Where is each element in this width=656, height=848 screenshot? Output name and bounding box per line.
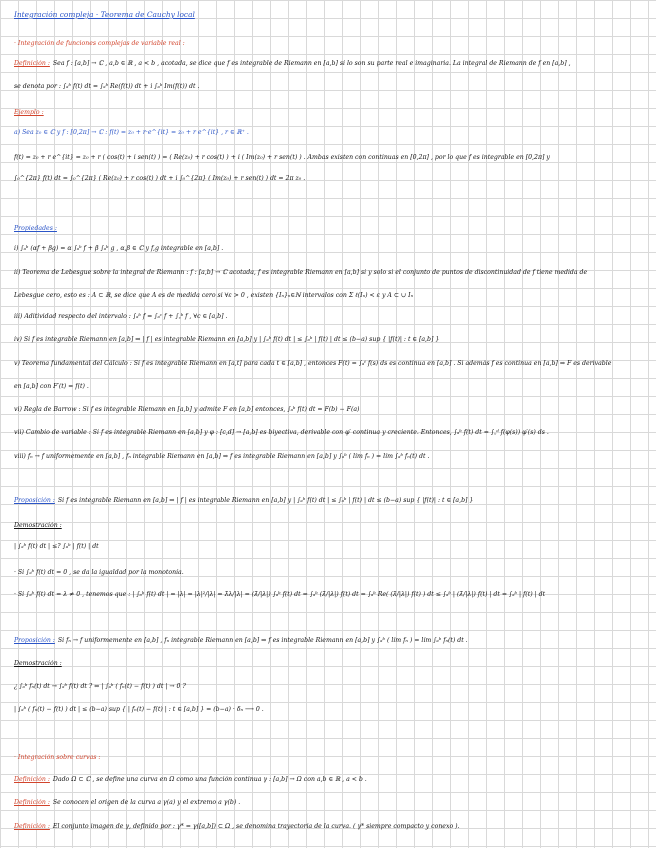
example-line-3: ∫₀^{2π} f(t) dt = ∫₀^{2π} ( Re(z₀) + r cos(t) ) dt + i ∫₀^{2π} ( Im(z₀) + r sen(t) ) dt = 2π z₀ . — [14, 175, 306, 182]
subtitle: · Integración de funciones complejas de variable real : — [14, 40, 185, 47]
definition-1: Definición : Sea f : [a,b] → ℂ , a,b ∈ ℝ , a < b , acotada, se dice que f es integrable de Riemann en [a,b] si lo son su parte real e imaginaria. La integral de Riemann de f en [a,b] , — [14, 60, 571, 67]
property-3: iii) Aditividad respecto del intervalo : ∫ₐᵇ f = ∫ₐᶜ f + ∫꜀ᵇ f , ∀c ∈ [a,b] . — [14, 313, 228, 320]
proof-1-line-3: · Si ∫ₐᵇ f(t) dt = λ ≠ 0 , tenemos que : | ∫ₐᵇ f(t) dt | = |λ| = |λ|²/|λ| = λ̄λ/|λ| = (λ̄/|λ|) ∫ₐᵇ f(t) dt = ∫ₐᵇ (λ̄/|λ|) f(t) dt = ∫ₐᵇ Re( (λ̄/|λ|) f(t) ) dt ≤ ∫ₐᵇ | (λ̄/|λ|) f(t) | dt = ∫ₐᵇ | f(t) | dt — [14, 591, 546, 598]
property-2-cont: Lebesgue cero, esto es : A ⊂ ℝ, se dice que A es de medida cero si ∀ε > 0 , existen {Iₙ}ₙ∈ℕ intervalos con Σ ℓ(Iₙ) < ε y A ⊂ ∪ Iₙ — [14, 292, 414, 299]
property-4: iv) Si f es integrable Riemann en [a,b] ⇒ | f | es integrable Riemann en [a,b] y | ∫ₐᵇ f(t) dt | ≤ ∫ₐᵇ | f(t) | dt ≤ (b−a) sup { |f(t)| : t ∈ [a,b] } — [14, 336, 440, 343]
property-2: ii) Teorema de Lebesgue sobre la integral de Riemann : f : [a,b] → ℂ acotada, f es integrable Riemann en [a,b] si y solo si el conjunto de puntos de discontinuidad de f tiene medida de — [14, 269, 588, 276]
proof-2-heading: Demostración : — [14, 660, 62, 667]
proposition-label: Proposición : — [14, 497, 55, 504]
proof-2-line-2: | ∫ₐᵇ ( fₙ(t) − f(t) ) dt | ≤ (b−a) sup { | fₙ(t) − f(t) | : t ∈ [a,b] } = (b−a) · δₙ ⟶ 0 . — [14, 706, 264, 713]
example-a: a) Sea z₀ ∈ ℂ y f : [0,2π] → ℂ : f(t) = z₀ + r·e^{it} = z₀ + r e^{it} , r ∈ ℝ⁺ . — [14, 129, 249, 136]
properties-heading: Propiedades : — [14, 225, 57, 232]
definition-label: Definición : — [14, 60, 50, 67]
proposition-2: Proposición : Si fₙ → f uniformemente en [a,b] , fₙ integrable Riemann en [a,b] ⇒ f es integrable Riemann en [a,b] y ∫ₐᵇ ( lím fₙ ) = lím ∫ₐᵇ fₙ(t) dt . — [14, 637, 468, 644]
title: Integración compleja · Teorema de Cauchy local — [14, 11, 195, 19]
property-6: vi) Regla de Barrow : Si f es integrable Riemann en [a,b] y admite F en [a,b] entonces, ∫ₐᵇ f(t) dt = F(b) − F(a) — [14, 406, 360, 413]
definition-4: Definición : El conjunto imagen de γ, definido por : γ* = γ([a,b]) ⊂ Ω , se denomina trayectoria de la curva. ( γ* siempre compacto y conexo ). — [14, 823, 460, 830]
proof-1-line-2: · Si ∫ₐᵇ f(t) dt = 0 , se da la igualdad por la monotonía. — [14, 569, 184, 576]
definition-3: Definición : Se conocen el origen de la curva a γ(a) y el extremo a γ(b) . — [14, 799, 241, 806]
definition-label: Definición : — [14, 823, 50, 830]
property-1: i) ∫ₐᵇ (αf + βg) = α ∫ₐᵇ f + β ∫ₐᵇ g , α,β ∈ ℂ y f,g integrable en [a,b] . — [14, 245, 224, 252]
property-5: v) Teorema fundamental del Cálculo : Si f es integrable Riemann en [a,t] para cada t ∈ [a,b] , entonces F(t) = ∫ₐᵗ f(s) ds es continua en [a,b] . Si además f es continua en [a,b] ⇒ F es derivable — [14, 360, 612, 367]
definition-1-cont: se denota por : ∫ₐᵇ f(t) dt = ∫ₐᵇ Re(f(t)) dt + i ∫ₐᵇ Im(f(t)) dt . — [14, 83, 200, 90]
example-line-2: f(t) = z₀ + r e^{it} = z₀ + r ( cos(t) + i sen(t) ) = ( Re(z₀) + r cos(t) ) + i ( Im(z₀) + r sen(t) ) . Ambas existen con continuas en [0,2π] , por lo que f es integrable en [0,2π] y — [14, 154, 550, 161]
proposition-1: Proposición : Si f es integrable Riemann en [a,b] ⇒ | f | es integrable Riemann en [a,b] y | ∫ₐᵇ f(t) dt | ≤ ∫ₐᵇ | f(t) | dt ≤ (b−a) sup { |f(t)| : t ∈ [a,b] } — [14, 497, 474, 504]
property-7: vii) Cambio de variable : Si f es integrable Riemann en [a,b] y φ : [c,d] → [a,b] es biyectiva, derivable con φ′ continua y creciente. Entonces, ∫ₐᵇ f(t) dt = ∫꜀ᵈ f(φ(s)) φ′(s) ds . — [14, 429, 549, 436]
definition-label: Definición : — [14, 799, 50, 806]
proof-2-line-1: ¿ ∫ₐᵇ fₙ(t) dt → ∫ₐᵇ f(t) dt ? ⇔ | ∫ₐᵇ ( fₙ(t) − f(t) ) dt | → 0 ? — [14, 683, 186, 690]
definition-label: Definición : — [14, 776, 50, 783]
example-heading: Ejemplo : — [14, 109, 44, 116]
property-5-cont: en [a,b] con F′(t) = f(t) . — [14, 383, 89, 390]
curves-heading: · Integración sobre curvas : — [14, 754, 101, 761]
proof-1-line-1: | ∫ₐᵇ f(t) dt | ≤? ∫ₐᵇ | f(t) | dt — [14, 543, 99, 550]
definition-2: Definición : Dado Ω ⊂ ℂ , se define una curva en Ω como una función continua γ : [a,b] → Ω con a,b ∈ ℝ , a < b . — [14, 776, 367, 783]
proposition-label: Proposición : — [14, 637, 55, 644]
proof-1-heading: Demostración : — [14, 522, 62, 529]
property-8: viii) fₙ → f uniformemente en [a,b] , fₙ integrable Riemann en [a,b] ⇒ f es integrable Riemann en [a,b] y ∫ₐᵇ ( lím fₙ ) = lím ∫ₐᵇ fₙ(t) dt . — [14, 453, 430, 460]
